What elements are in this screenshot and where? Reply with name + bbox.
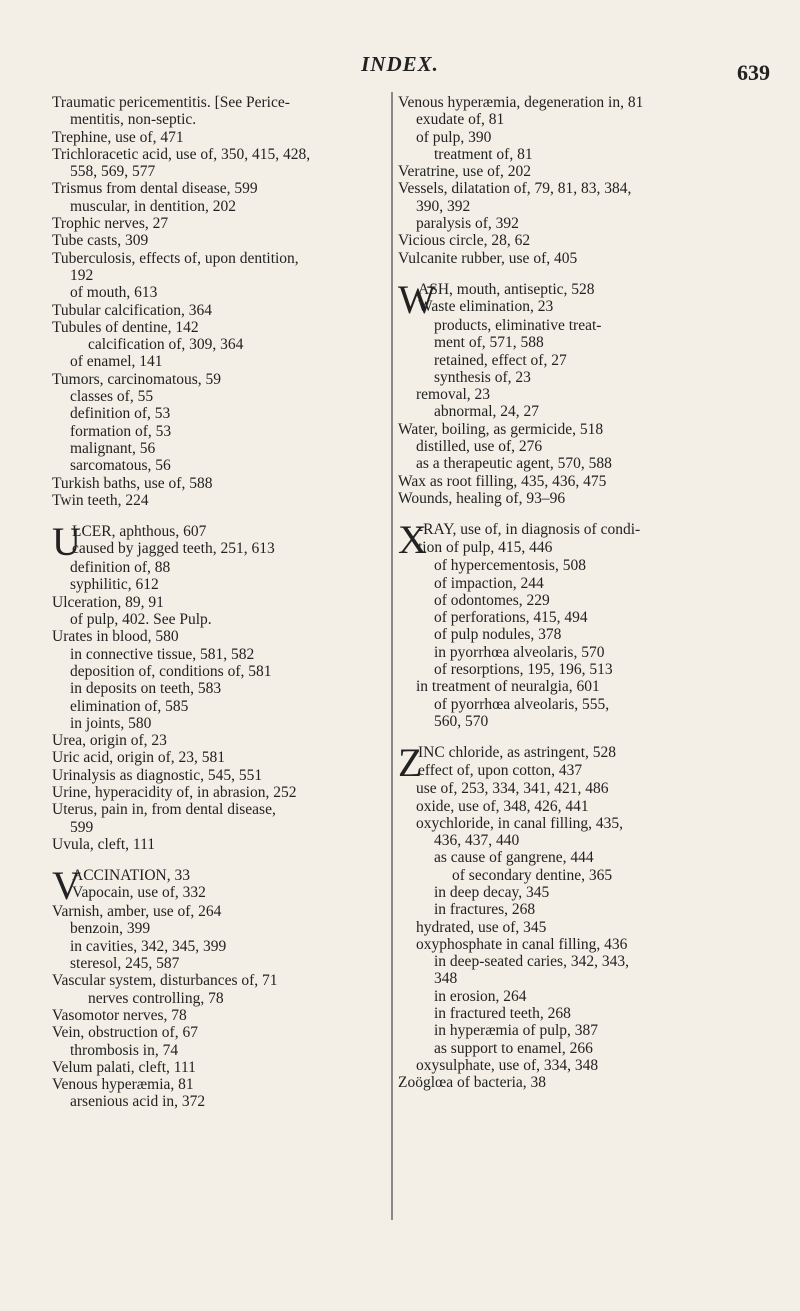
index-entry: in deposits on teeth, 583	[70, 680, 222, 698]
index-entry: of secondary dentine, 365	[452, 866, 613, 884]
index-entry: of pulp nodules, 378	[434, 626, 562, 644]
index-entry: of mouth, 613	[70, 284, 158, 302]
index-entry: Tuberculosis, effects of, upon dentition,	[52, 249, 299, 267]
index-entry: Traumatic pericementitis. [See Perice-	[52, 94, 290, 111]
index-entry: Varnish, amber, use of, 264	[52, 903, 222, 921]
index-entry: 558, 569, 577	[70, 163, 156, 181]
index-entry: ACCINATION, 33	[72, 867, 190, 885]
index-entry: of odontomes, 229	[434, 591, 550, 609]
index-entry: calcification of, 309, 364	[88, 336, 244, 354]
index-entry: in erosion, 264	[434, 987, 527, 1005]
index-entry: in pyorrhœa alveolaris, 570	[434, 643, 605, 661]
index-entry: Tube casts, 309	[52, 232, 149, 250]
index-entry: Ulceration, 89, 91	[52, 593, 164, 611]
index-entry: paralysis of, 392	[416, 215, 519, 233]
index-entry: Vessels, dilatation of, 79, 81, 83, 384,	[398, 180, 632, 198]
index-entry: Waste elimination, 23	[418, 298, 554, 316]
index-entry: in joints, 580	[70, 714, 152, 732]
index-entry: 560, 570	[434, 712, 489, 730]
index-entry: Tubular calcification, 364	[52, 301, 212, 319]
dropcap-v: V	[52, 863, 81, 909]
index-entry: sarcomatous, 56	[70, 457, 171, 475]
running-title: INDEX.	[361, 52, 439, 76]
left-column	[52, 94, 387, 1111]
column-divider	[391, 92, 393, 1220]
index-entry: Venous hyperæmia, 81	[52, 1076, 194, 1094]
index-entry: Venous hyperæmia, degeneration in, 81	[398, 94, 644, 111]
index-entry: exudate of, 81	[416, 111, 505, 129]
index-entry: elimination of, 585	[70, 697, 189, 715]
index-entry: 390, 392	[416, 197, 471, 215]
index-entry: syphilitic, 612	[70, 576, 159, 594]
index-entry: hydrated, use of, 345	[416, 918, 547, 936]
index-entry: in deep-seated caries, 342, 343,	[434, 953, 629, 971]
index-entry: effect of, upon cotton, 437	[418, 761, 583, 779]
x-section	[398, 517, 758, 730]
x-entries	[398, 557, 758, 730]
index-entry: arsenious acid in, 372	[70, 1093, 206, 1111]
index-entry: 599	[70, 818, 94, 836]
index-entry: formation of, 53	[70, 422, 172, 440]
index-entry: of perforations, 415, 494	[434, 609, 588, 627]
index-entry: removal, 23	[416, 386, 491, 404]
index-entry: in treatment of neuralgia, 601	[416, 678, 600, 696]
index-entry: synthesis of, 23	[434, 368, 531, 386]
u-entries	[52, 559, 387, 853]
index-entry: Vicious circle, 28, 62	[398, 232, 531, 250]
z-section	[398, 740, 758, 1092]
index-entry: Tumors, carcinomatous, 59	[52, 370, 222, 388]
index-entry: as cause of gangrene, 444	[434, 849, 594, 867]
index-entry: benzoin, 399	[70, 920, 151, 938]
index-entry: Uterus, pain in, from dental disease,	[52, 801, 276, 819]
index-entry: ment of, 571, 588	[434, 334, 544, 352]
index-entry: INC chloride, as astringent, 528	[418, 744, 617, 762]
index-entry: classes of, 55	[70, 388, 154, 406]
index-entry: Vulcanite rubber, use of, 405	[398, 249, 578, 267]
index-entry: Trophic nerves, 27	[52, 215, 169, 233]
index-entry: retained, effect of, 27	[434, 351, 567, 369]
index-entry: in deep decay, 345	[434, 883, 550, 901]
index-entry: of pyorrhœa alveolaris, 555,	[434, 695, 610, 713]
index-entry: in fractured teeth, 268	[434, 1005, 571, 1023]
index-entry: oxysulphate, use of, 334, 348	[416, 1056, 599, 1074]
index-entry: deposition of, conditions of, 581	[70, 662, 272, 680]
index-entry: oxyphosphate in canal filling, 436	[416, 935, 628, 953]
index-entry: use of, 253, 334, 341, 421, 486	[416, 780, 609, 798]
index-entry: caused by jagged teeth, 251, 613	[72, 540, 275, 558]
u-section	[52, 519, 387, 853]
index-entry: products, eliminative treat-	[434, 316, 602, 334]
dropcap-w: W	[398, 276, 436, 322]
w-section	[398, 276, 758, 507]
index-entry: thrombosis in, 74	[70, 1041, 179, 1059]
index-entry: -RAY, use of, in diagnosis of condi-	[418, 521, 641, 539]
index-entry: of resorptions, 195, 196, 513	[434, 661, 613, 679]
w-entries	[398, 317, 758, 507]
index-entry: definition of, 88	[70, 559, 171, 577]
index-entry: 436, 437, 440	[434, 832, 520, 850]
dropcap-u: U	[52, 519, 81, 565]
index-entry: oxide, use of, 348, 426, 441	[416, 797, 589, 815]
index-entry: Wounds, healing of, 93–96	[398, 489, 566, 507]
index-entry: Vascular system, disturbances of, 71	[52, 972, 278, 990]
index-entry: of hypercementosis, 508	[434, 557, 586, 575]
index-entry: abnormal, 24, 27	[434, 403, 540, 421]
index-entry: 192	[70, 266, 94, 284]
index-entry: Trichloracetic acid, use of, 350, 415, 428,	[52, 145, 311, 163]
t-entries	[52, 94, 387, 509]
index-entry: in fractures, 268	[434, 901, 536, 919]
index-entry: distilled, use of, 276	[416, 438, 543, 456]
index-entry: Vein, obstruction of, 67	[52, 1024, 198, 1042]
index-entry: malignant, 56	[70, 439, 156, 457]
index-entry: Urinalysis as diagnostic, 545, 551	[52, 766, 263, 784]
index-entry: definition of, 53	[70, 405, 171, 423]
index-entry: Uvula, cleft, 111	[52, 835, 156, 853]
index-entry: Urea, origin of, 23	[52, 732, 167, 750]
v-entries-right	[398, 94, 758, 267]
index-entry: mentitis, non-septic.	[70, 111, 197, 129]
index-entry: oxychloride, in canal filling, 435,	[416, 814, 624, 832]
index-entry: 348	[434, 970, 458, 988]
index-entry: Zoöglœa of bacteria, 38	[398, 1074, 547, 1092]
index-entry: of impaction, 244	[434, 574, 544, 592]
right-column	[398, 94, 758, 1092]
index-entry: Uric acid, origin of, 23, 581	[52, 749, 226, 767]
index-entry: Trephine, use of, 471	[52, 128, 184, 146]
z-entries	[398, 780, 758, 1091]
index-entry: Vasomotor nerves, 78	[52, 1006, 187, 1024]
index-entry: Urates in blood, 580	[52, 628, 179, 646]
index-entry: Vapocain, use of, 332	[72, 884, 206, 902]
index-entry: Turkish baths, use of, 588	[52, 474, 213, 492]
index-entry: Wax as root filling, 435, 436, 475	[398, 472, 607, 490]
page-number: 639	[737, 60, 770, 85]
index-entry: steresol, 245, 587	[70, 955, 180, 973]
index-entry: Tubules of dentine, 142	[52, 318, 199, 336]
index-entry: of pulp, 402. See Pulp.	[70, 611, 212, 629]
index-entry: Twin teeth, 224	[52, 491, 149, 509]
index-entry: nerves controlling, 78	[88, 989, 224, 1007]
index-entry: in cavities, 342, 345, 399	[70, 937, 227, 955]
v-entries-left	[52, 903, 387, 1111]
index-entry: Veratrine, use of, 202	[398, 163, 531, 181]
index-entry: tion of pulp, 415, 446	[418, 538, 553, 556]
index-entry: of pulp, 390	[416, 128, 492, 146]
index-entry: as support to enamel, 266	[434, 1039, 593, 1057]
index-entry: Velum palati, cleft, 111	[52, 1058, 196, 1076]
index-entry: LCER, aphthous, 607	[72, 523, 207, 541]
index-entry: Trismus from dental disease, 599	[52, 180, 258, 198]
index-entry: treatment of, 81	[434, 145, 533, 163]
index-entry: in connective tissue, 581, 582	[70, 645, 255, 663]
dropcap-x: X	[398, 517, 427, 563]
index-entry: Water, boiling, as germicide, 518	[398, 420, 604, 438]
v-section	[52, 863, 387, 1111]
dropcap-z: Z	[398, 740, 423, 786]
index-entry: muscular, in dentition, 202	[70, 197, 236, 215]
index-entry: in hyperæmia of pulp, 387	[434, 1022, 599, 1040]
index-entry: Urine, hyperacidity of, in abrasion, 252	[52, 783, 297, 801]
index-entry: of enamel, 141	[70, 353, 163, 371]
index-entry: as a therapeutic agent, 570, 588	[416, 455, 612, 473]
index-entry: ASH, mouth, antiseptic, 528	[418, 280, 595, 298]
